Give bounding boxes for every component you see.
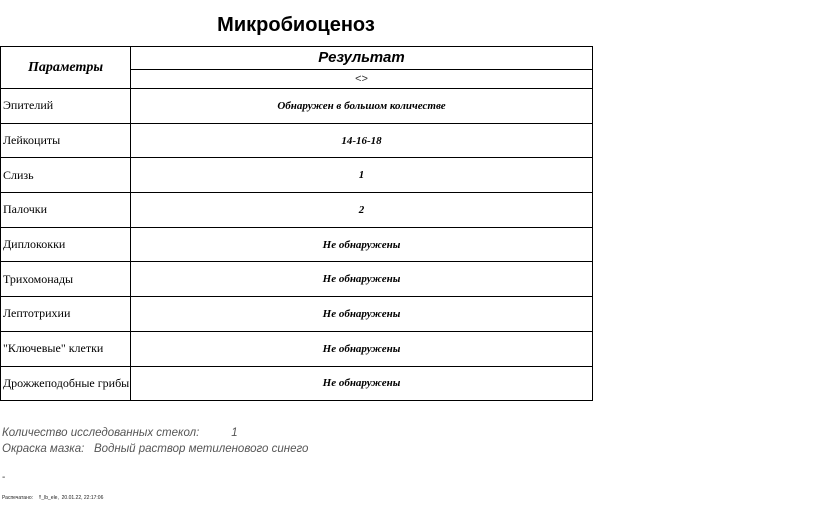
param-value: Не обнаружены: [131, 366, 593, 401]
page-title: Микробиоценоз: [217, 14, 375, 36]
table-row: [1, 193, 593, 228]
param-name: Трихомонады: [1, 262, 131, 297]
table-row: [1, 123, 593, 158]
param-name: Эпителий: [1, 89, 131, 124]
param-value: Не обнаружены: [131, 331, 593, 366]
table-row: [1, 227, 593, 262]
param-name: Лейкоциты: [1, 123, 131, 158]
separator-dash: -: [2, 472, 6, 483]
param-value: Обнаружен в большом количестве: [131, 89, 593, 124]
param-name: Палочки: [1, 193, 131, 228]
table-header-row: [1, 47, 593, 70]
slides-count-label: Количество исследованных стекол:: [2, 427, 200, 439]
param-value: Не обнаружены: [131, 262, 593, 297]
table-row: [1, 366, 593, 401]
param-name: Диплококки: [1, 227, 131, 262]
slides-count-value: 1: [231, 427, 238, 439]
table-row: [1, 89, 593, 124]
param-value: Не обнаружены: [131, 297, 593, 332]
header-result-sub: <>: [131, 69, 593, 88]
stain-label: Окраска мазка:: [2, 443, 85, 455]
param-value: Не обнаружены: [131, 227, 593, 262]
slides-count-line: [2, 427, 238, 439]
param-value: 1: [131, 158, 593, 193]
param-name: Лептотрихии: [1, 297, 131, 332]
printed-datetime: 20.01.22, 22:17:06: [61, 495, 104, 501]
param-name: Слизь: [1, 158, 131, 193]
param-value: 14-16-18: [131, 123, 593, 158]
stain-line: [2, 443, 308, 455]
stain-value: Водный раствор метиленового синего: [93, 443, 309, 455]
param-name: "Ключевые" клетки: [1, 331, 131, 366]
table-row: [1, 297, 593, 332]
table-row: [1, 262, 593, 297]
param-value: 2: [131, 193, 593, 228]
header-params: Параметры: [1, 47, 131, 89]
printed-info: [2, 495, 103, 501]
table-row: [1, 331, 593, 366]
param-name: Дрожжеподобные грибы: [1, 366, 131, 401]
table-row: [1, 158, 593, 193]
printed-user: !!_lb_ele,: [38, 495, 59, 501]
results-table: [0, 46, 593, 401]
header-result: Результат: [131, 47, 593, 70]
printed-label: Распечатано:: [2, 495, 33, 501]
